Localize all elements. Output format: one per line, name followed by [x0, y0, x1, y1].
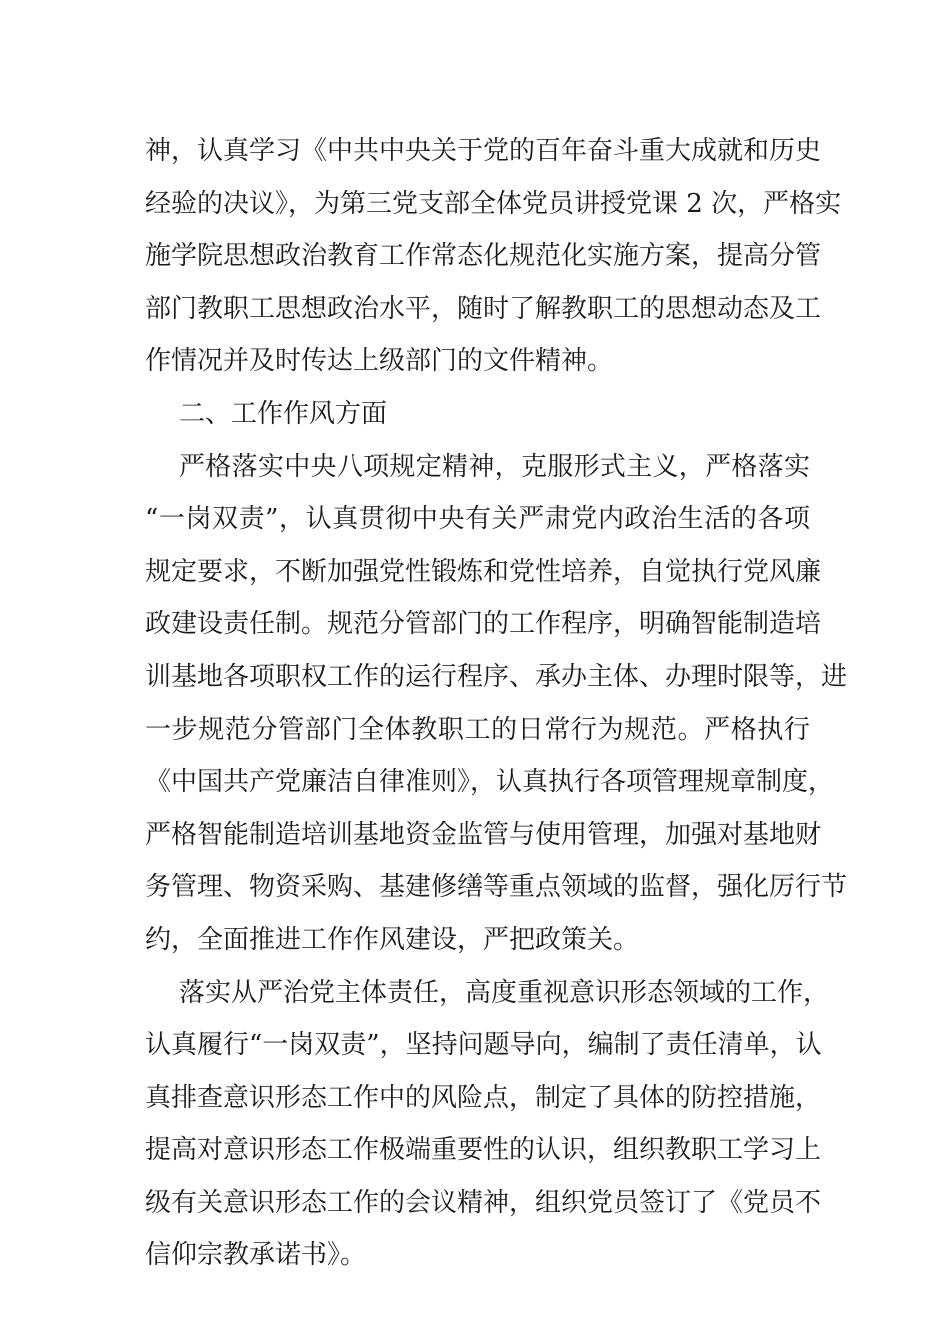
text-line: 信仰宗教承诺书》。 [145, 1240, 367, 1271]
text-line: 约，全面推进工作作风建设，严把政策关。 [145, 924, 640, 955]
text-line: 真排查意识形态工作中的风险点，制定了具体的防控措施， [145, 1082, 822, 1113]
text-line: 严格落实中央八项规定精神，克服形式主义，严格落实 [179, 451, 810, 482]
text-line: 政建设责任制。规范分管部门的工作程序，明确智能制造培 [145, 609, 822, 640]
text-line: 级有关意识形态工作的会议精神，组织党员签订了《党员不 [145, 1187, 822, 1218]
text-line: 经验的决议》，为第三党支部全体党员讲授党课 2 次，严格实 [145, 188, 842, 219]
text-line: 作情况并及时传达上级部门的文件精神。 [145, 346, 614, 377]
text-line: 一步规范分管部门全体教职工的日常行为规范。严格执行 [145, 714, 810, 745]
text-line: 落实从严治党主体责任，高度重视意识形态领域的工作， [179, 977, 830, 1008]
text-line: 务管理、物资采购、基建修缮等重点领域的监督，强化厉行节 [145, 872, 848, 903]
text-line: 规定要求，不断加强党性锻炼和党性培养，自觉执行党风廉 [145, 556, 822, 587]
section-heading: 二、工作作风方面 [179, 398, 388, 429]
text-line: 提高对意识形态工作极端重要性的认识，组织教职工学习上 [145, 1135, 822, 1166]
text-line: 《中国共产党廉洁自律准则》，认真执行各项管理规章制度， [145, 767, 835, 798]
text-line: “一岗双责”，认真贯彻中央有关严肃党内政治生活的各项 [145, 504, 810, 535]
text-line: 施学院思想政治教育工作常态化规范化实施方案，提高分管 [145, 241, 822, 272]
text-line: 部门教职工思想政治水平，随时了解教职工的思想动态及工 [145, 293, 822, 324]
text-line: 神，认真学习《中共中央关于党的百年奋斗重大成就和历史 [145, 136, 822, 166]
text-line: 训基地各项职权工作的运行程序、承办主体、办理时限等，进 [145, 661, 848, 692]
text-line: 严格智能制造培训基地资金监管与使用管理，加强对基地财 [145, 819, 822, 850]
document-body [145, 125, 848, 1282]
text-line: 认真履行“一岗双责”，坚持问题导向，编制了责任清单，认 [145, 1030, 822, 1061]
